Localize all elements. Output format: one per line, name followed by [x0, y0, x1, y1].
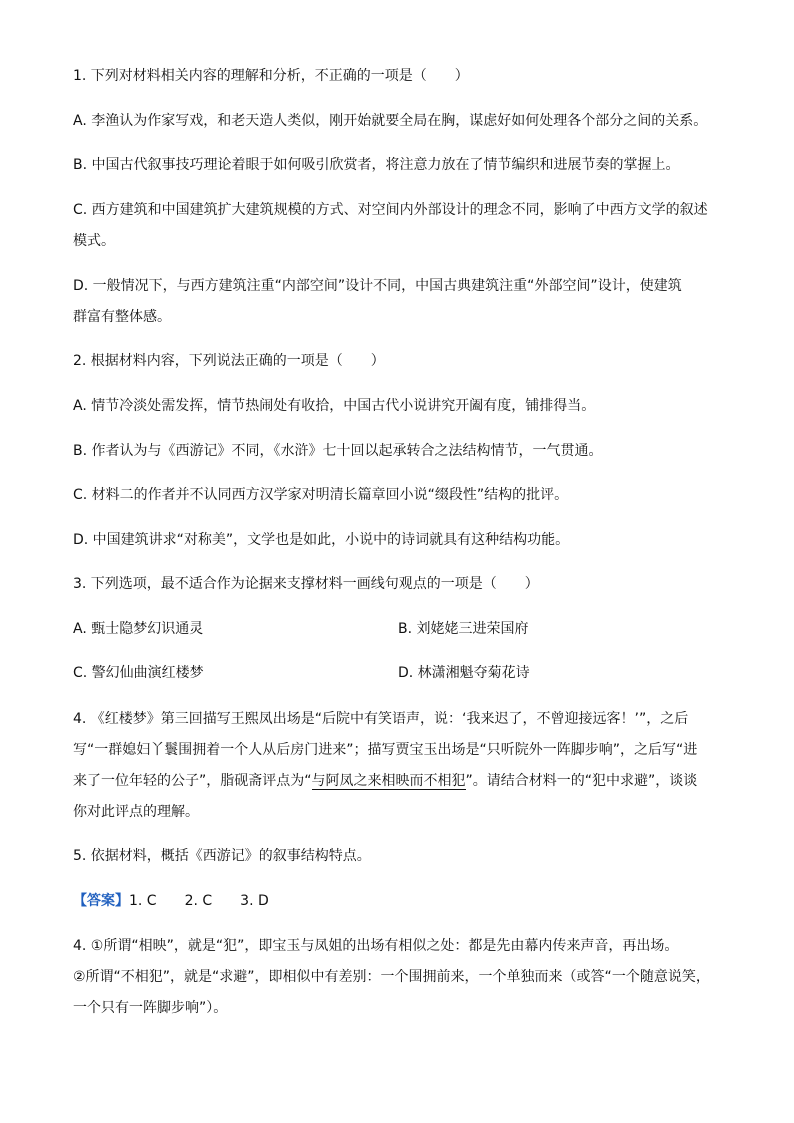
answer-4-line2: ②所谓“不相犯”，就是“求避”，即相似中有差别：一个围拥前来，一个单独而来（或答“一个随意说笑， — [73, 969, 710, 985]
question-5-stem: 5. 依据材料，概括《西游记》的叙事结构特点。 — [73, 848, 371, 864]
question-4-line1: 4. 《红楼梦》第三回描写王熙凤出场是“后院中有笑语声，说：‘我来迟了，不曾迎接远客！’”，之后 — [73, 711, 689, 727]
question-3-option-b: B. 刘姥姥三进荣国府 — [398, 621, 529, 637]
question-1-option-d-line2: 群富有整体感。 — [73, 309, 171, 325]
underlined-quote: 与阿凤之来相映而不相犯 — [311, 773, 466, 789]
question-4-line3 — [73, 771, 697, 791]
question-2-option-b: B. 作者认为与《西游记》不同，《水浒》七十回以起承转合之法结构情节，一气贯通。 — [73, 443, 603, 459]
answer-tag: 【答案】 — [73, 893, 129, 909]
question-2-option-c: C. 材料二的作者并不认同西方汉学家对明清长篇章回小说“缀段性”结构的批评。 — [73, 487, 569, 503]
question-4-line3-end: ”。请结合材料一的“犯中求避”，谈谈 — [465, 773, 698, 789]
question-1-stem: 1. 下列对材料相关内容的理解和分析，不正确的一项是（ ） — [73, 68, 469, 84]
question-4-line3-start: 来了一位年轻的公子”，脂砚斋评点为“ — [73, 773, 312, 789]
question-3-option-a: A. 甄士隐梦幻识通灵 — [73, 621, 204, 637]
answer-choices: 1. C 2. C 3. D — [129, 893, 269, 909]
question-1-option-c-line1: C. 西方建筑和中国建筑扩大建筑规模的方式、对空间内外部设计的理念不同，影响了中西方文学的叙述 — [73, 202, 708, 218]
answer-line — [73, 891, 269, 911]
question-3-stem: 3. 下列选项，最不适合作为论据来支撑材料一画线句观点的一项是（ ） — [73, 576, 539, 592]
question-2-option-a: A. 情节冷淡处需发挥，情节热闹处有收拾，中国古代小说讲究开阖有度，铺排得当。 — [73, 398, 596, 414]
question-2-option-d: D. 中国建筑讲求“对称美”，文学也是如此，小说中的诗词就具有这种结构功能。 — [73, 532, 570, 548]
answer-4-line1: 4. ①所谓“相映”，就是“犯”，即宝玉与凤姐的出场有相似之处：都是先由幕内传来声音，再出场。 — [73, 938, 679, 954]
question-1-option-b: B. 中国古代叙事技巧理论着眼于如何吸引欣赏者，将注意力放在了情节编织和进展节奏的掌握上。 — [73, 157, 680, 173]
question-3-option-c: C. 警幻仙曲演红楼梦 — [73, 665, 204, 681]
question-4-line4: 你对此评点的理解。 — [73, 804, 199, 820]
question-1-option-c-line2: 模式。 — [73, 233, 115, 249]
question-1-option-d-line1: D. 一般情况下，与西方建筑注重“内部空间”设计不同，中国古典建筑注重“外部空间”设计，使建筑 — [73, 278, 682, 294]
question-4-line2: 写“一群媳妇丫鬟围拥着一个人从后房门进来”；描写贾宝玉出场是“只听院外一阵脚步响”，之后写“进 — [73, 742, 698, 758]
question-3-option-d: D. 林潇湘魁夺菊花诗 — [398, 665, 530, 681]
question-1-option-a: A. 李渔认为作家写戏，和老天造人类似，刚开始就要全局在胸，谋虑好如何处理各个部分之间的关系。 — [73, 113, 708, 129]
answer-4-line3: 一个只有一阵脚步响”）。 — [73, 1000, 228, 1016]
question-2-stem: 2. 根据材料内容，下列说法正确的一项是（ ） — [73, 353, 385, 369]
